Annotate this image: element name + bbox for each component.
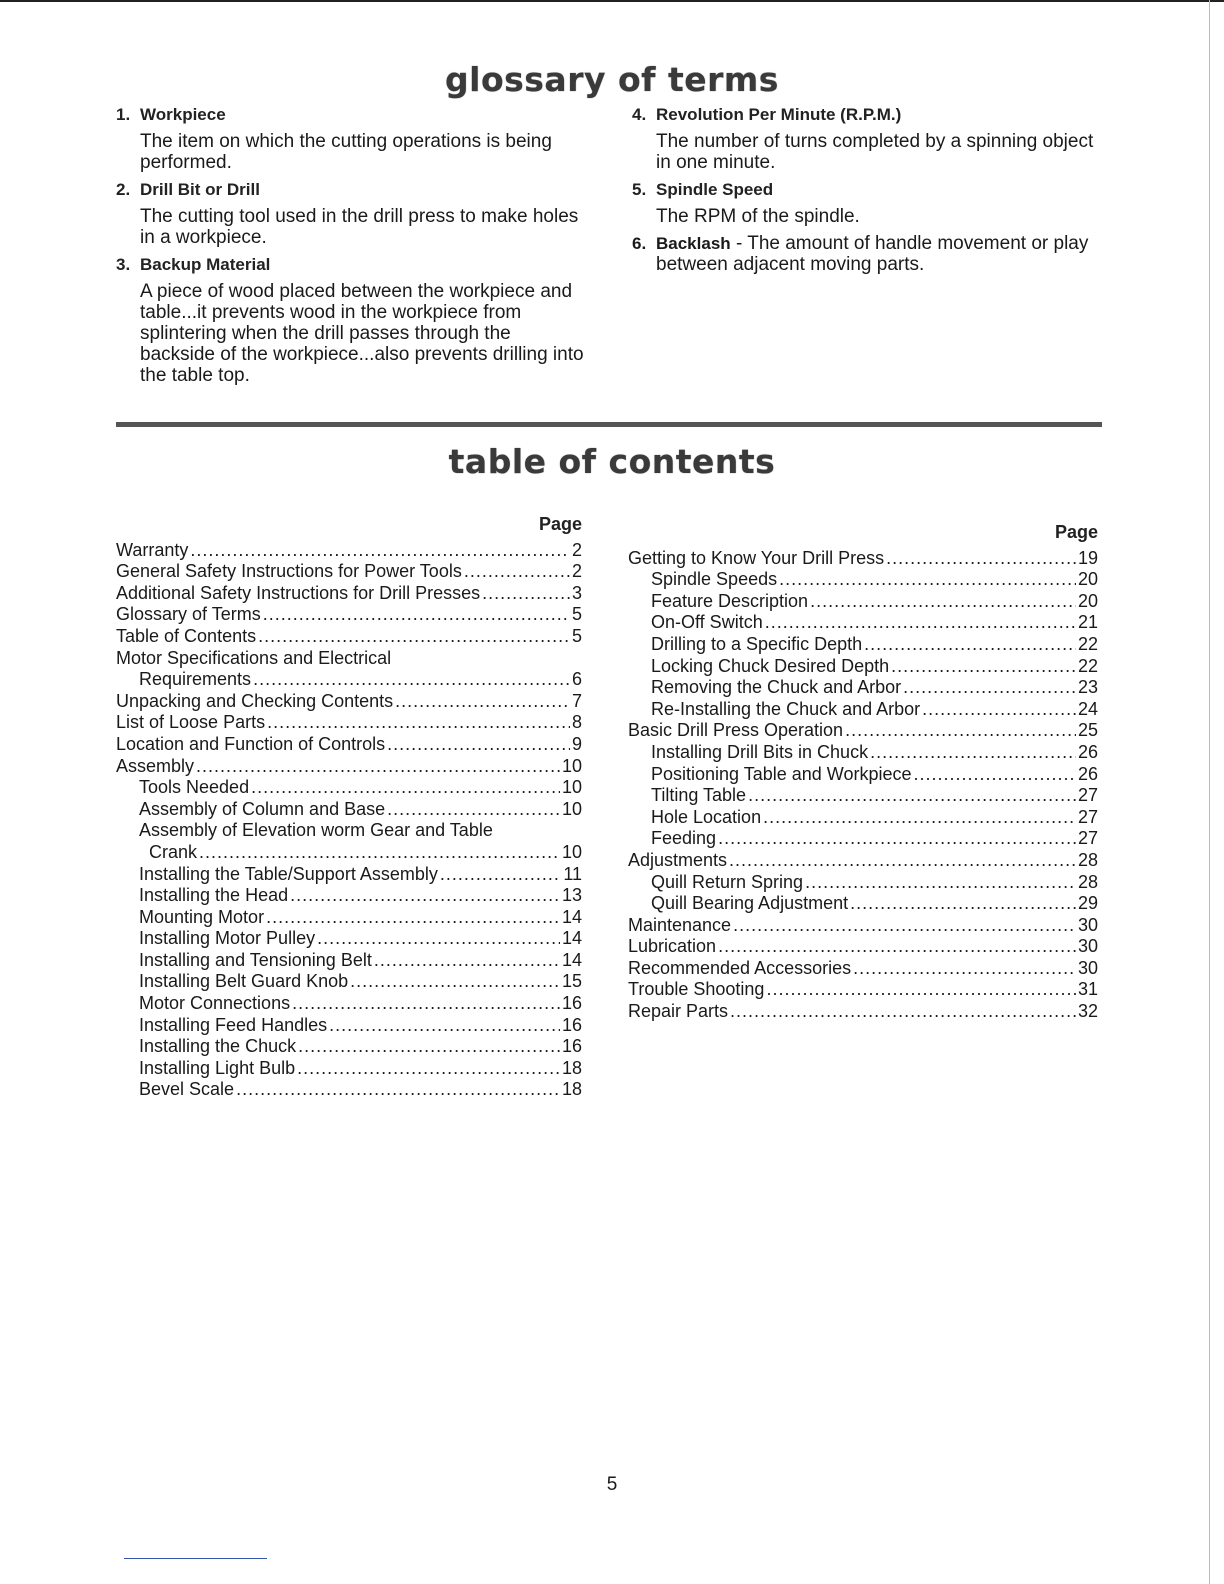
toc-entry-motor-connections: Motor Connections ..... 16 — [116, 993, 582, 1015]
page-right-border — [1209, 0, 1210, 1584]
toc-entry-table-of-contents: Table of Contents ..... 5 — [116, 626, 582, 648]
term-name: Spindle Speed — [656, 180, 774, 199]
toc-entry-accessories: Recommended Accessories ..... 30 — [628, 958, 1098, 980]
toc-entry-repair-parts: Repair Parts ..... 32 — [628, 1001, 1098, 1023]
toc-entry-feature-description: Feature Description ..... 20 — [628, 591, 1098, 613]
toc-entry-controls: Location and Function of Controls ..... 9 — [116, 734, 582, 756]
toc-entry-maintenance: Maintenance ..... 30 — [628, 915, 1098, 937]
toc-entry-drill-bits: Installing Drill Bits in Chuck ..... 26 — [628, 742, 1098, 764]
toc-entry-crank: Crank ..... 10 — [116, 842, 582, 864]
term-definition: The item on which the cutting operations is being performed. — [140, 131, 552, 173]
toc-entry-tools-needed: Tools Needed ..... 10 — [116, 777, 582, 799]
term-name: Workpiece — [140, 105, 226, 124]
glossary-title: glossary of terms — [445, 60, 779, 99]
term-definition: The RPM of the spindle. — [656, 206, 860, 227]
term-definition: The cutting tool used in the drill press to make holes in a workpiece. — [140, 206, 579, 248]
term-number: 2. — [116, 180, 131, 199]
toc-entry-loose-parts: List of Loose Parts ..... 8 — [116, 712, 582, 734]
toc-entry-belt-guard: Installing Belt Guard Knob ..... 15 — [116, 971, 582, 993]
toc-title: table of contents — [448, 442, 776, 481]
term-number: 1. — [116, 105, 131, 124]
toc-entry-bevel-scale: Bevel Scale ..... 18 — [116, 1079, 582, 1101]
toc-entry-spindle-speeds: Spindle Speeds ..... 20 — [628, 569, 1098, 591]
toc-right-column — [628, 522, 1098, 1023]
toc-entry-specific-depth: Drilling to a Specific Depth ..... 22 — [628, 634, 1098, 656]
toc-entry-locking-chuck: Locking Chuck Desired Depth ..... 22 — [628, 656, 1098, 678]
toc-entry-adjustments: Adjustments ..... 28 — [628, 850, 1098, 872]
toc-entry-trouble-shooting: Trouble Shooting ..... 31 — [628, 979, 1098, 1001]
term-number: 3. — [116, 255, 131, 274]
toc-entry-removing-chuck: Removing the Chuck and Arbor ..... 23 — [628, 677, 1098, 699]
toc-entry-unpacking: Unpacking and Checking Contents ..... 7 — [116, 691, 582, 713]
toc-entry-on-off-switch: On-Off Switch ..... 21 — [628, 612, 1098, 634]
toc-entry-quill-return: Quill Return Spring ..... 28 — [628, 872, 1098, 894]
toc-entry-light-bulb: Installing Light Bulb ..... 18 — [116, 1058, 582, 1080]
glossary-left-column — [116, 104, 586, 392]
toc-entry-reinstalling-chuck: Re-Installing the Chuck and Arbor ..... 24 — [628, 699, 1098, 721]
page-top-border — [0, 0, 1224, 2]
toc-entry-elevation-gear: Assembly of Elevation worm Gear and Table — [139, 820, 493, 841]
toc-entry-table-support: Installing the Table/Support Assembly ..... 11 — [116, 864, 582, 886]
toc-entry-quill-bearing: Quill Bearing Adjustment ..... 29 — [628, 893, 1098, 915]
section-divider — [116, 422, 1102, 427]
term-name: Revolution Per Minute (R.P.M.) — [656, 105, 902, 124]
glossary-term-drill-bit — [116, 179, 586, 248]
glossary-term-workpiece — [116, 104, 586, 173]
glossary-term-spindle-speed — [632, 179, 1104, 227]
toc-entry-head: Installing the Head ..... 13 — [116, 885, 582, 907]
term-name: Backup Material — [140, 255, 271, 274]
toc-entry-lubrication: Lubrication ..... 30 — [628, 936, 1098, 958]
toc-entry-warranty: Warranty ..... 2 — [116, 540, 582, 562]
toc-entry-chuck: Installing the Chuck ..... 16 — [116, 1036, 582, 1058]
toc-page-header: Page — [1054, 522, 1098, 542]
term-definition: A piece of wood placed between the workpiece and table...it prevents wood in the workpiece from splintering when the drill passes through the backside of the workpiece...also prevents drilling into the table top. — [140, 281, 584, 386]
page-number: 5 — [606, 1474, 618, 1495]
toc-left-column — [116, 514, 582, 1101]
glossary-term-backup-material — [116, 254, 586, 386]
term-definition: The number of turns completed by a spinning object in one minute. — [656, 131, 1094, 173]
toc-entry-mounting-motor: Mounting Motor ..... 14 — [116, 907, 582, 929]
toc-entry-feeding: Feeding ..... 27 — [628, 828, 1098, 850]
term-number: 5. — [632, 180, 647, 199]
toc-entry-additional-safety: Additional Safety Instructions for Drill Presses ..... 3 — [116, 583, 582, 605]
toc-entry-motor-specs: Motor Specifications and Electrical — [116, 647, 392, 668]
toc-entry-glossary: Glossary of Terms ..... 5 — [116, 604, 582, 626]
toc-entry-basic-operation: Basic Drill Press Operation ..... 25 — [628, 720, 1098, 742]
footer-line — [124, 1558, 267, 1559]
glossary-term-rpm — [632, 104, 1104, 173]
toc-entry-tilting-table: Tilting Table ..... 27 — [628, 785, 1098, 807]
toc-entry-general-safety: General Safety Instructions for Power Tools ..... 2 — [116, 561, 582, 583]
toc-entry-feed-handles: Installing Feed Handles ..... 16 — [116, 1015, 582, 1037]
glossary-right-column — [632, 104, 1104, 281]
term-number: 4. — [632, 105, 647, 124]
term-number: 6. — [632, 234, 647, 253]
toc-page-header: Page — [538, 514, 582, 534]
toc-entry-requirements: Requirements ..... 6 — [116, 669, 582, 691]
toc-entry-belt: Installing and Tensioning Belt ..... 14 — [116, 950, 582, 972]
toc-entry-hole-location: Hole Location ..... 27 — [628, 807, 1098, 829]
toc-entry-positioning-table: Positioning Table and Workpiece ..... 26 — [628, 764, 1098, 786]
term-name: Backlash — [656, 234, 731, 253]
toc-entry-column-base: Assembly of Column and Base ..... 10 — [116, 799, 582, 821]
term-definition: - The amount of handle movement or play between adjacent moving parts. — [656, 233, 1089, 275]
glossary-term-backlash — [632, 233, 1104, 275]
toc-entry-getting-to-know: Getting to Know Your Drill Press ..... 19 — [628, 548, 1098, 570]
term-name: Drill Bit or Drill — [140, 180, 260, 199]
toc-entry-assembly: Assembly ..... 10 — [116, 756, 582, 778]
toc-entry-motor-pulley: Installing Motor Pulley ..... 14 — [116, 928, 582, 950]
